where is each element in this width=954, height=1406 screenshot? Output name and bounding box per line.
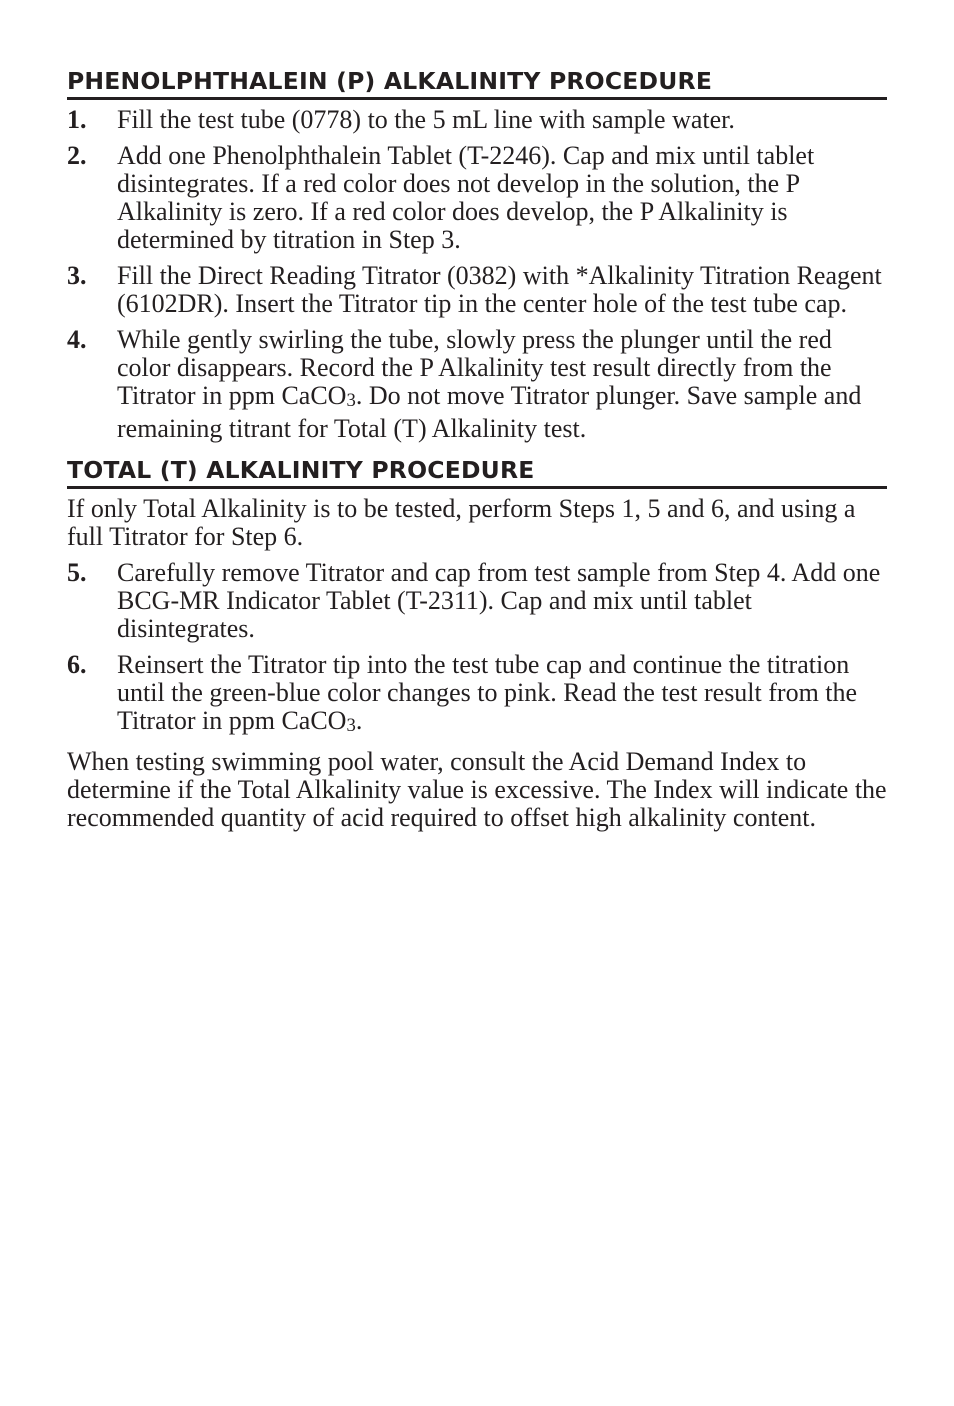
t-alkalinity-intro: If only Total Alkalinity is to be tested, perform Steps 1, 5 and 6, and using a full Titrator for Step 6.	[67, 493, 856, 551]
t-alkalinity-section	[67, 455, 887, 832]
step-number: 4.	[67, 325, 87, 354]
step-text-part: While gently swirling the tube, slowly press the plunger until the red color disappears. Record the P Alkalinity test result directly from the Titrator in ppm CaCO	[117, 325, 832, 410]
step-text	[117, 325, 861, 443]
step-3	[67, 262, 887, 318]
step-text: Carefully remove Titrator and cap from test sample from Step 4. Add one BCG-MR Indicator Tablet (T-2311). Cap and mix until tablet disintegrates.	[117, 557, 881, 643]
subscript: 3	[346, 389, 356, 411]
step-number: 1.	[67, 105, 87, 134]
p-alkalinity-section	[67, 66, 887, 443]
step-5	[67, 559, 887, 643]
step-6	[67, 651, 887, 740]
step-text: Fill the Direct Reading Titrator (0382) with *Alkalinity Titration Reagent (6102DR). Insert the Titrator tip in the center hole of the test tube cap.	[117, 261, 882, 318]
step-text-part: .	[355, 705, 363, 735]
step-number: 2.	[67, 141, 87, 170]
step-4	[67, 326, 887, 443]
step-text	[117, 650, 857, 735]
step-number: 3.	[67, 261, 87, 290]
step-text-part: . Do not move Titrator plunger. Save sample and remaining titrant for Total (T) Alkalinity test.	[117, 381, 862, 443]
subscript: 3	[346, 714, 356, 736]
step-number: 5.	[67, 557, 87, 587]
step-text: Add one Phenolphthalein Tablet (T-2246). Cap and mix until tablet disintegrates. If a red color does not develop in the solution, the P Alkalinity is zero. If a red color does develop, the P Alkalinity is determined by titration in Step 3.	[117, 141, 815, 254]
t-alkalinity-heading: TOTAL (T) ALKALINITY PROCEDURE	[67, 455, 887, 489]
step-1	[67, 106, 887, 134]
closing-paragraph: When testing swimming pool water, consult the Acid Demand Index to determine if the Total Alkalinity value is excessive. The Index will indicate the recommended quantity of acid required to offset high alkalinity content.	[67, 746, 887, 832]
step-text: Fill the test tube (0778) to the 5 mL line with sample water.	[117, 105, 735, 134]
step-text-part: Reinsert the Titrator tip into the test tube cap and continue the titration until the green-blue color changes to pink. Read the test result from the Titrator in ppm CaCO	[117, 649, 858, 735]
p-alkalinity-steps	[67, 106, 887, 443]
p-alkalinity-heading: PHENOLPHTHALEIN (P) ALKALINITY PROCEDURE	[67, 66, 887, 100]
step-2	[67, 142, 887, 254]
t-alkalinity-steps	[67, 559, 887, 740]
step-number: 6.	[67, 649, 87, 679]
